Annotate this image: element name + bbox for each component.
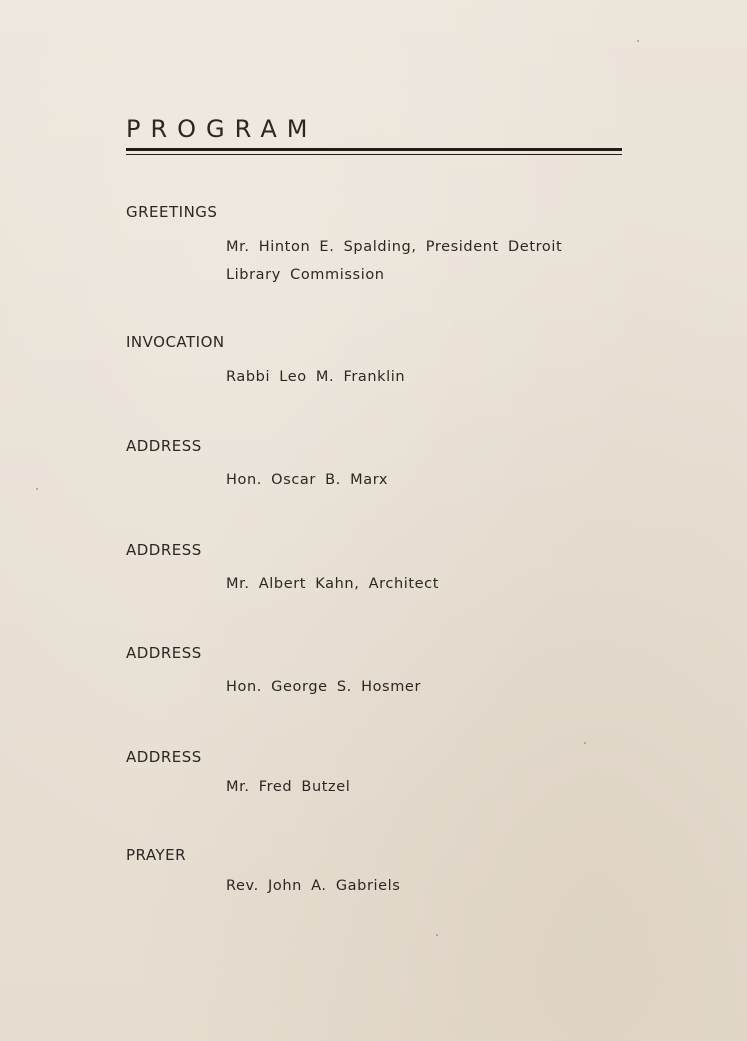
section-heading-address-2: ADDRESS	[126, 541, 202, 559]
page-title: PROGRAM	[126, 115, 318, 143]
paper-speck	[584, 742, 586, 744]
section-entry-address-1: Hon. Oscar B. Marx	[226, 472, 389, 488]
section-entry-address-2: Mr. Albert Kahn, Architect	[226, 576, 440, 592]
paper-speck	[436, 934, 438, 936]
section-heading-address-4: ADDRESS	[126, 748, 202, 766]
paper-speck	[36, 488, 38, 490]
section-entry-prayer: Rev. John A. Gabriels	[226, 878, 401, 894]
section-entry-greetings: Mr. Hinton E. Spalding, President Detroit Library Commission	[226, 239, 563, 283]
section-heading-invocation: INVOCATION	[126, 333, 225, 351]
section-heading-greetings: GREETINGS	[126, 203, 218, 221]
section-entry-invocation: Rabbi Leo M. Franklin	[226, 369, 406, 385]
section-heading-prayer: PRAYER	[126, 846, 187, 864]
paper-speck	[637, 40, 639, 42]
section-entry-address-4: Mr. Fred Butzel	[226, 779, 351, 795]
section-entry-address-3: Hon. George S. Hosmer	[226, 679, 422, 695]
title-underline-thick	[126, 148, 622, 151]
section-heading-address-3: ADDRESS	[126, 644, 202, 662]
section-heading-address-1: ADDRESS	[126, 437, 202, 455]
title-underline-thin	[126, 154, 622, 155]
